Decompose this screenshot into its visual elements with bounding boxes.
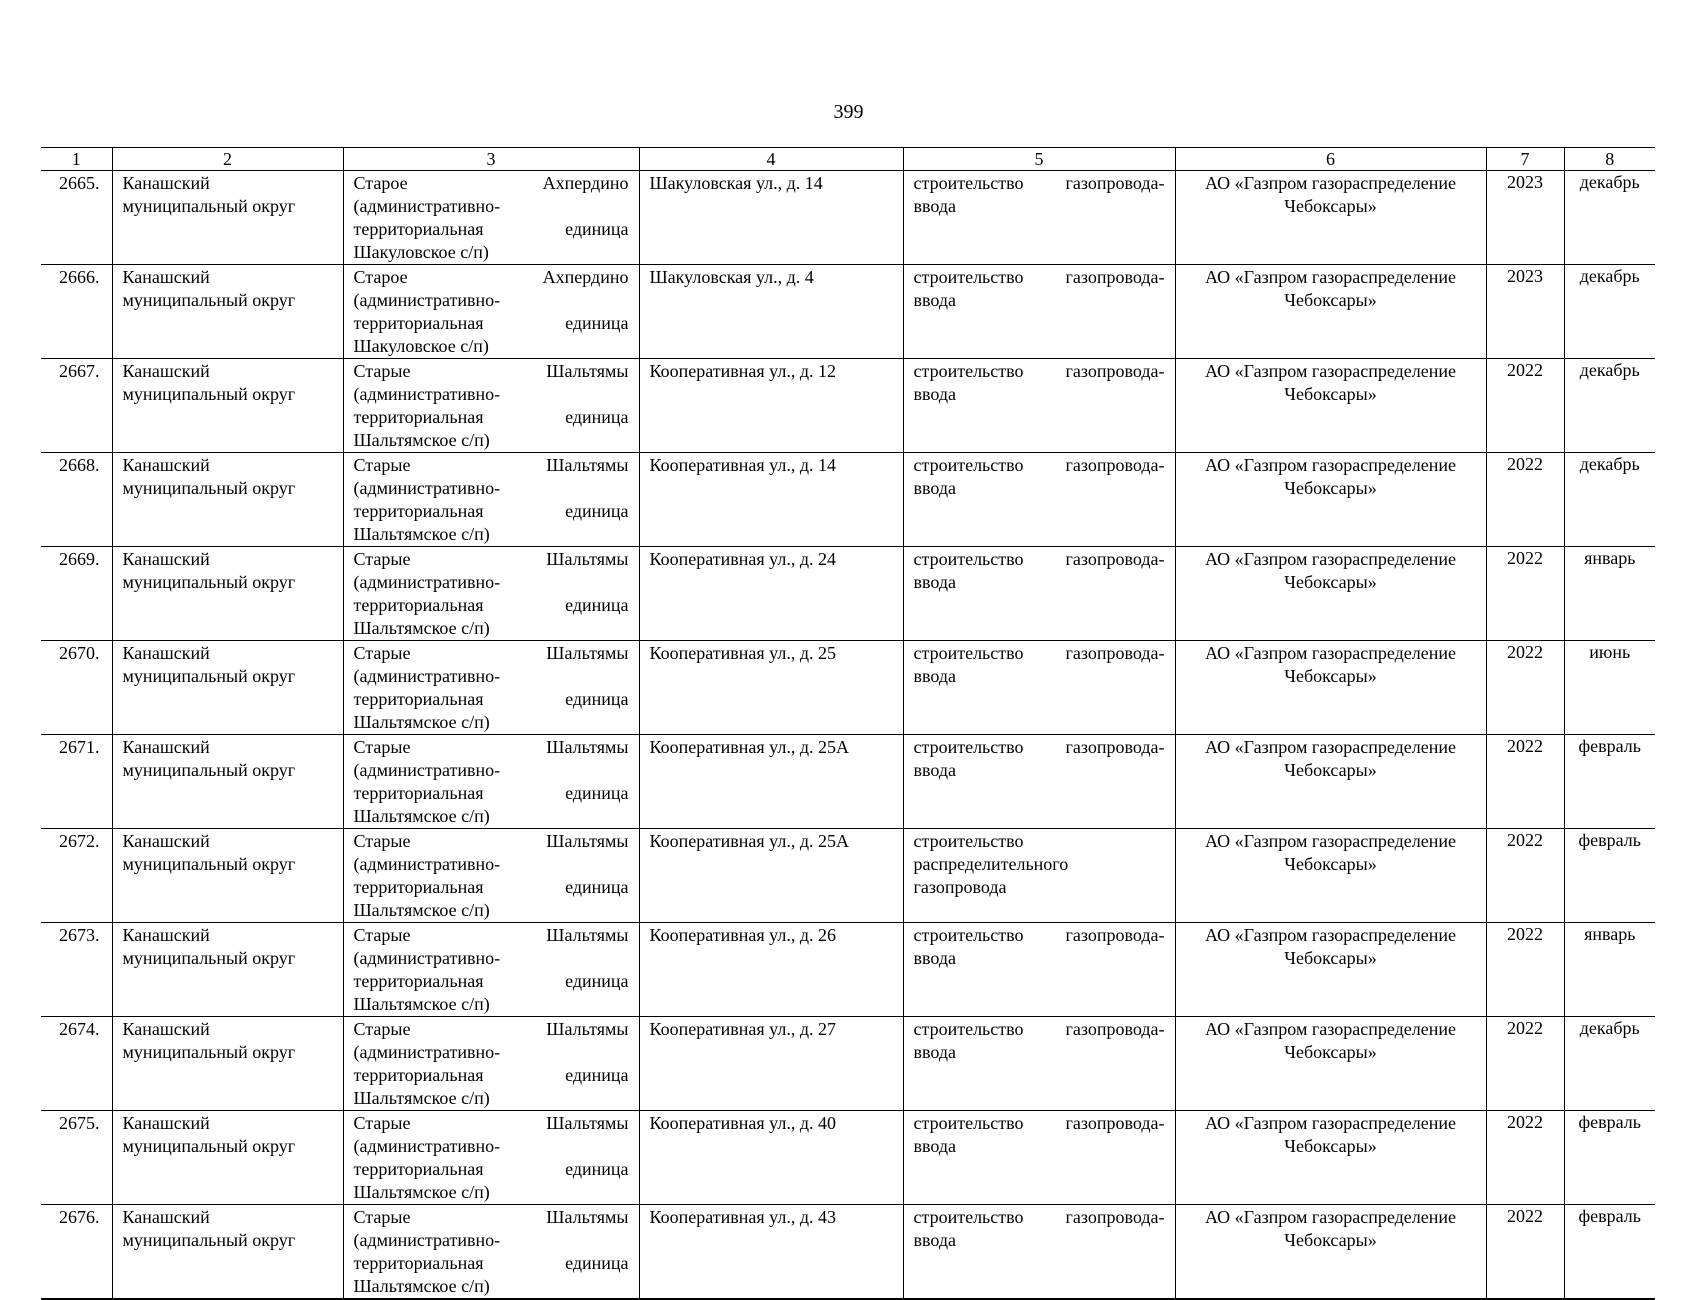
district-cell: Канашский муниципальный округ: [112, 171, 343, 265]
address-cell: Кооперативная ул., д. 24: [639, 547, 903, 641]
year-cell: 2023: [1486, 265, 1564, 359]
organization-cell: АО «Газпром газораспределение Чебоксары»: [1175, 359, 1486, 453]
work-type-cell: строительство газопровода-ввода: [903, 923, 1175, 1017]
month-cell: декабрь: [1564, 1017, 1655, 1111]
table-row: [41, 1205, 1655, 1300]
column-number-cell: 6: [1175, 148, 1486, 171]
row-number-cell: 2665.: [41, 171, 112, 265]
table-row: [41, 923, 1655, 1017]
column-number-cell: 2: [112, 148, 343, 171]
row-number-cell: 2672.: [41, 829, 112, 923]
organization-cell: АО «Газпром газораспределение Чебоксары»: [1175, 735, 1486, 829]
organization-cell: АО «Газпром газораспределение Чебоксары»: [1175, 547, 1486, 641]
district-cell: Канашский муниципальный округ: [112, 735, 343, 829]
row-number-cell: 2666.: [41, 265, 112, 359]
month-cell: декабрь: [1564, 359, 1655, 453]
month-cell: январь: [1564, 923, 1655, 1017]
row-number-cell: 2676.: [41, 1205, 112, 1300]
table-row: [41, 1111, 1655, 1205]
address-cell: Кооперативная ул., д. 14: [639, 453, 903, 547]
address-cell: Кооперативная ул., д. 12: [639, 359, 903, 453]
gasification-table: [41, 147, 1655, 1300]
district-cell: Канашский муниципальный округ: [112, 1205, 343, 1300]
organization-cell: АО «Газпром газораспределение Чебоксары»: [1175, 923, 1486, 1017]
table-row: [41, 265, 1655, 359]
settlement-cell: Старые Шальтямы (административно-территориальная единица Шальтямское с/п): [343, 359, 639, 453]
table-row: [41, 1017, 1655, 1111]
settlement-cell: Старые Шальтямы (административно-территориальная единица Шальтямское с/п): [343, 735, 639, 829]
row-number-cell: 2668.: [41, 453, 112, 547]
settlement-cell: Старые Шальтямы (административно-территориальная единица Шальтямское с/п): [343, 1017, 639, 1111]
table-row: [41, 641, 1655, 735]
year-cell: 2022: [1486, 829, 1564, 923]
work-type-cell: строительство газопровода-ввода: [903, 265, 1175, 359]
district-cell: Канашский муниципальный округ: [112, 1111, 343, 1205]
settlement-cell: Старые Шальтямы (административно-территориальная единица Шальтямское с/п): [343, 1111, 639, 1205]
district-cell: Канашский муниципальный округ: [112, 1017, 343, 1111]
row-number-cell: 2671.: [41, 735, 112, 829]
table-row: [41, 171, 1655, 265]
work-type-cell: строительство распределительного газопровода: [903, 829, 1175, 923]
table-row: [41, 359, 1655, 453]
settlement-cell: Старые Шальтямы (административно-территориальная единица Шальтямское с/п): [343, 829, 639, 923]
column-number-row: [41, 148, 1655, 171]
year-cell: 2022: [1486, 547, 1564, 641]
address-cell: Кооперативная ул., д. 27: [639, 1017, 903, 1111]
row-number-cell: 2670.: [41, 641, 112, 735]
district-cell: Канашский муниципальный округ: [112, 923, 343, 1017]
work-type-cell: строительство газопровода-ввода: [903, 1205, 1175, 1300]
settlement-cell: Старые Шальтямы (административно-территориальная единица Шальтямское с/п): [343, 641, 639, 735]
page-number: 399: [833, 101, 864, 123]
row-number-cell: 2669.: [41, 547, 112, 641]
year-cell: 2022: [1486, 641, 1564, 735]
work-type-cell: строительство газопровода-ввода: [903, 547, 1175, 641]
district-cell: Канашский муниципальный округ: [112, 547, 343, 641]
address-cell: Кооперативная ул., д. 40: [639, 1111, 903, 1205]
district-cell: Канашский муниципальный округ: [112, 265, 343, 359]
work-type-cell: строительство газопровода-ввода: [903, 1111, 1175, 1205]
column-number-cell: 3: [343, 148, 639, 171]
district-cell: Канашский муниципальный округ: [112, 829, 343, 923]
address-cell: Кооперативная ул., д. 25А: [639, 829, 903, 923]
column-number-cell: 8: [1564, 148, 1655, 171]
row-number-cell: 2674.: [41, 1017, 112, 1111]
settlement-cell: Старые Шальтямы (административно-территориальная единица Шальтямское с/п): [343, 923, 639, 1017]
month-cell: февраль: [1564, 829, 1655, 923]
year-cell: 2023: [1486, 171, 1564, 265]
table-row: [41, 829, 1655, 923]
settlement-cell: Старые Шальтямы (административно-территориальная единица Шальтямское с/п): [343, 453, 639, 547]
month-cell: февраль: [1564, 1205, 1655, 1300]
table-body: [41, 148, 1655, 1300]
organization-cell: АО «Газпром газораспределение Чебоксары»: [1175, 1205, 1486, 1300]
month-cell: декабрь: [1564, 171, 1655, 265]
organization-cell: АО «Газпром газораспределение Чебоксары»: [1175, 641, 1486, 735]
table-row: [41, 547, 1655, 641]
column-number-cell: 4: [639, 148, 903, 171]
work-type-cell: строительство газопровода-ввода: [903, 1017, 1175, 1111]
year-cell: 2022: [1486, 923, 1564, 1017]
month-cell: февраль: [1564, 1111, 1655, 1205]
work-type-cell: строительство газопровода-ввода: [903, 641, 1175, 735]
row-number-cell: 2667.: [41, 359, 112, 453]
month-cell: июнь: [1564, 641, 1655, 735]
address-cell: Кооперативная ул., д. 26: [639, 923, 903, 1017]
organization-cell: АО «Газпром газораспределение Чебоксары»: [1175, 171, 1486, 265]
row-number-cell: 2675.: [41, 1111, 112, 1205]
year-cell: 2022: [1486, 1017, 1564, 1111]
year-cell: 2022: [1486, 1205, 1564, 1300]
district-cell: Канашский муниципальный округ: [112, 359, 343, 453]
column-number-cell: 7: [1486, 148, 1564, 171]
year-cell: 2022: [1486, 359, 1564, 453]
month-cell: январь: [1564, 547, 1655, 641]
district-cell: Канашский муниципальный округ: [112, 641, 343, 735]
organization-cell: АО «Газпром газораспределение Чебоксары»: [1175, 265, 1486, 359]
settlement-cell: Старые Шальтямы (административно-территориальная единица Шальтямское с/п): [343, 547, 639, 641]
month-cell: февраль: [1564, 735, 1655, 829]
column-number-cell: 1: [41, 148, 112, 171]
address-cell: Шакуловская ул., д. 14: [639, 171, 903, 265]
work-type-cell: строительство газопровода-ввода: [903, 453, 1175, 547]
address-cell: Кооперативная ул., д. 43: [639, 1205, 903, 1300]
address-cell: Шакуловская ул., д. 4: [639, 265, 903, 359]
organization-cell: АО «Газпром газораспределение Чебоксары»: [1175, 1017, 1486, 1111]
month-cell: декабрь: [1564, 453, 1655, 547]
table-row: [41, 735, 1655, 829]
row-number-cell: 2673.: [41, 923, 112, 1017]
district-cell: Канашский муниципальный округ: [112, 453, 343, 547]
settlement-cell: Старые Шальтямы (административно-территориальная единица Шальтямское с/п): [343, 1205, 639, 1300]
year-cell: 2022: [1486, 453, 1564, 547]
organization-cell: АО «Газпром газораспределение Чебоксары»: [1175, 453, 1486, 547]
table-row: [41, 453, 1655, 547]
address-cell: Кооперативная ул., д. 25А: [639, 735, 903, 829]
year-cell: 2022: [1486, 735, 1564, 829]
organization-cell: АО «Газпром газораспределение Чебоксары»: [1175, 829, 1486, 923]
settlement-cell: Старое Ахпердино (административно-территориальная единица Шакуловское с/п): [343, 265, 639, 359]
settlement-cell: Старое Ахпердино (административно-территориальная единица Шакуловское с/п): [343, 171, 639, 265]
work-type-cell: строительство газопровода-ввода: [903, 171, 1175, 265]
work-type-cell: строительство газопровода-ввода: [903, 735, 1175, 829]
year-cell: 2022: [1486, 1111, 1564, 1205]
column-number-cell: 5: [903, 148, 1175, 171]
organization-cell: АО «Газпром газораспределение Чебоксары»: [1175, 1111, 1486, 1205]
month-cell: декабрь: [1564, 265, 1655, 359]
address-cell: Кооперативная ул., д. 25: [639, 641, 903, 735]
work-type-cell: строительство газопровода-ввода: [903, 359, 1175, 453]
